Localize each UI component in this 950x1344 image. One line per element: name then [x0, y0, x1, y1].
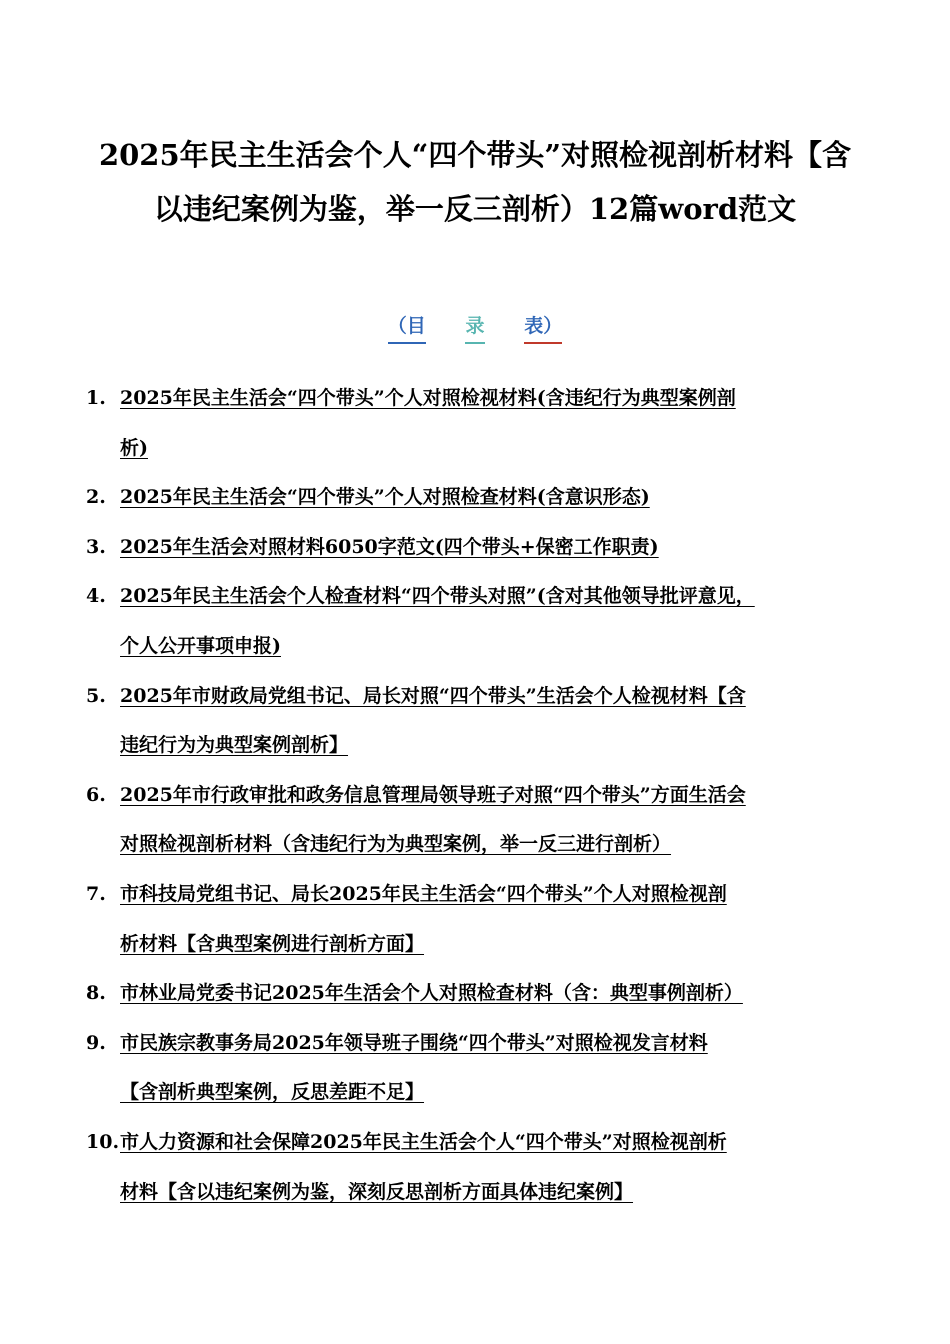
toc-item-link-line[interactable]: 违纪行为为典型案例剖析】 — [120, 734, 349, 757]
toc-item-link-line[interactable]: 个人公开事项申报) — [120, 634, 281, 657]
document-title-line-1: 2025年民主生活会个人“四个带头”对照检视剖析材料【含 — [98, 138, 852, 172]
toc-item-number: 6. — [86, 783, 106, 806]
toc-item-link-line[interactable]: 市林业局党委书记2025年生活会个人对照检查材料（含：典型事例剖析） — [120, 982, 743, 1005]
toc-item[interactable] — [86, 374, 886, 473]
toc-item-link-line[interactable]: 2025年市行政审批和政务信息管理局领导班子对照“四个带头”方面生活会 — [120, 783, 746, 806]
toc-item[interactable] — [86, 473, 886, 523]
toc-item[interactable] — [86, 969, 886, 1019]
toc-item[interactable] — [86, 771, 886, 870]
toc-item-link[interactable] — [120, 572, 886, 671]
toc-item-number: 5. — [86, 684, 106, 707]
toc-item-link[interactable] — [120, 870, 886, 969]
toc-item-link-line[interactable]: 市科技局党组书记、局长2025年民主生活会“四个带头”个人对照检视剖 — [120, 882, 727, 905]
toc-heading — [0, 311, 950, 344]
toc-item-link[interactable] — [120, 1019, 886, 1118]
toc-item-link-line[interactable]: 【含剖析典型案例，反思差距不足】 — [120, 1081, 425, 1104]
toc-item-link[interactable] — [120, 771, 886, 870]
toc-item[interactable] — [86, 523, 886, 573]
toc-item[interactable] — [86, 1019, 886, 1118]
toc-item-number: 3. — [86, 535, 106, 558]
toc-item[interactable] — [86, 672, 886, 771]
toc-item-number: 8. — [86, 982, 106, 1005]
toc-item-link-line[interactable]: 市民族宗教事务局2025年领导班子围绕“四个带头”对照检视发言材料 — [120, 1031, 708, 1054]
document-title — [60, 128, 890, 236]
toc-item-link-line[interactable]: 2025年市财政局党组书记、局长对照“四个带头”生活会个人检视材料【含 — [120, 684, 746, 707]
toc-item[interactable] — [86, 572, 886, 671]
toc-item-link-line[interactable]: 对照检视剖析材料（含违纪行为为典型案例，举一反三进行剖析） — [120, 833, 672, 856]
toc-item-link[interactable] — [120, 1118, 886, 1217]
document-title-line-2: 以违纪案例为鉴，举一反三剖析）12篇word范文 — [153, 192, 797, 226]
toc-item-link-line[interactable]: 市人力资源和社会保障2025年民主生活会个人“四个带头”对照检视剖析 — [120, 1130, 727, 1153]
toc-item-link[interactable] — [120, 473, 886, 523]
toc-item-link-line[interactable]: 2025年生活会对照材料6050字范文(四个带头+保密工作职责) — [120, 535, 659, 558]
toc-item-link[interactable] — [120, 523, 886, 573]
toc-item-number: 9. — [86, 1031, 106, 1054]
toc-item[interactable] — [86, 870, 886, 969]
toc-heading-part-3: 表） — [524, 311, 562, 344]
toc-item-link[interactable] — [120, 969, 886, 1019]
toc-item-link[interactable] — [120, 374, 886, 473]
toc-item-link[interactable] — [120, 672, 886, 771]
toc-item-number: 1. — [86, 387, 106, 409]
toc-item-link-line[interactable]: 材料【含以违纪案例为鉴，深刻反思剖析方面具体违纪案例】 — [120, 1180, 634, 1203]
toc-heading-part-2: 录 — [465, 311, 484, 344]
toc-item-link-line[interactable]: 2025年民主生活会“四个带头”个人对照检视材料(含违纪行为典型案例剖 — [120, 387, 736, 409]
toc-item-number: 2. — [86, 486, 106, 509]
toc-item[interactable] — [86, 1118, 886, 1217]
toc-item-link-line[interactable]: 析材料【含典型案例进行剖析方面】 — [120, 932, 425, 955]
toc-heading-part-1: （目 — [388, 311, 426, 344]
toc-item-link-line[interactable]: 2025年民主生活会“四个带头”个人对照检查材料(含意识形态) — [120, 486, 650, 509]
toc-item-number: 10. — [86, 1130, 120, 1153]
toc-item-number: 7. — [86, 882, 106, 905]
toc-item-link-line[interactable]: 析) — [120, 436, 148, 459]
toc-item-link-line[interactable]: 2025年民主生活会个人检查材料“四个带头对照”(含对其他领导批评意见， — [120, 585, 755, 608]
table-of-contents — [86, 374, 886, 1217]
toc-item-number: 4. — [86, 585, 106, 608]
